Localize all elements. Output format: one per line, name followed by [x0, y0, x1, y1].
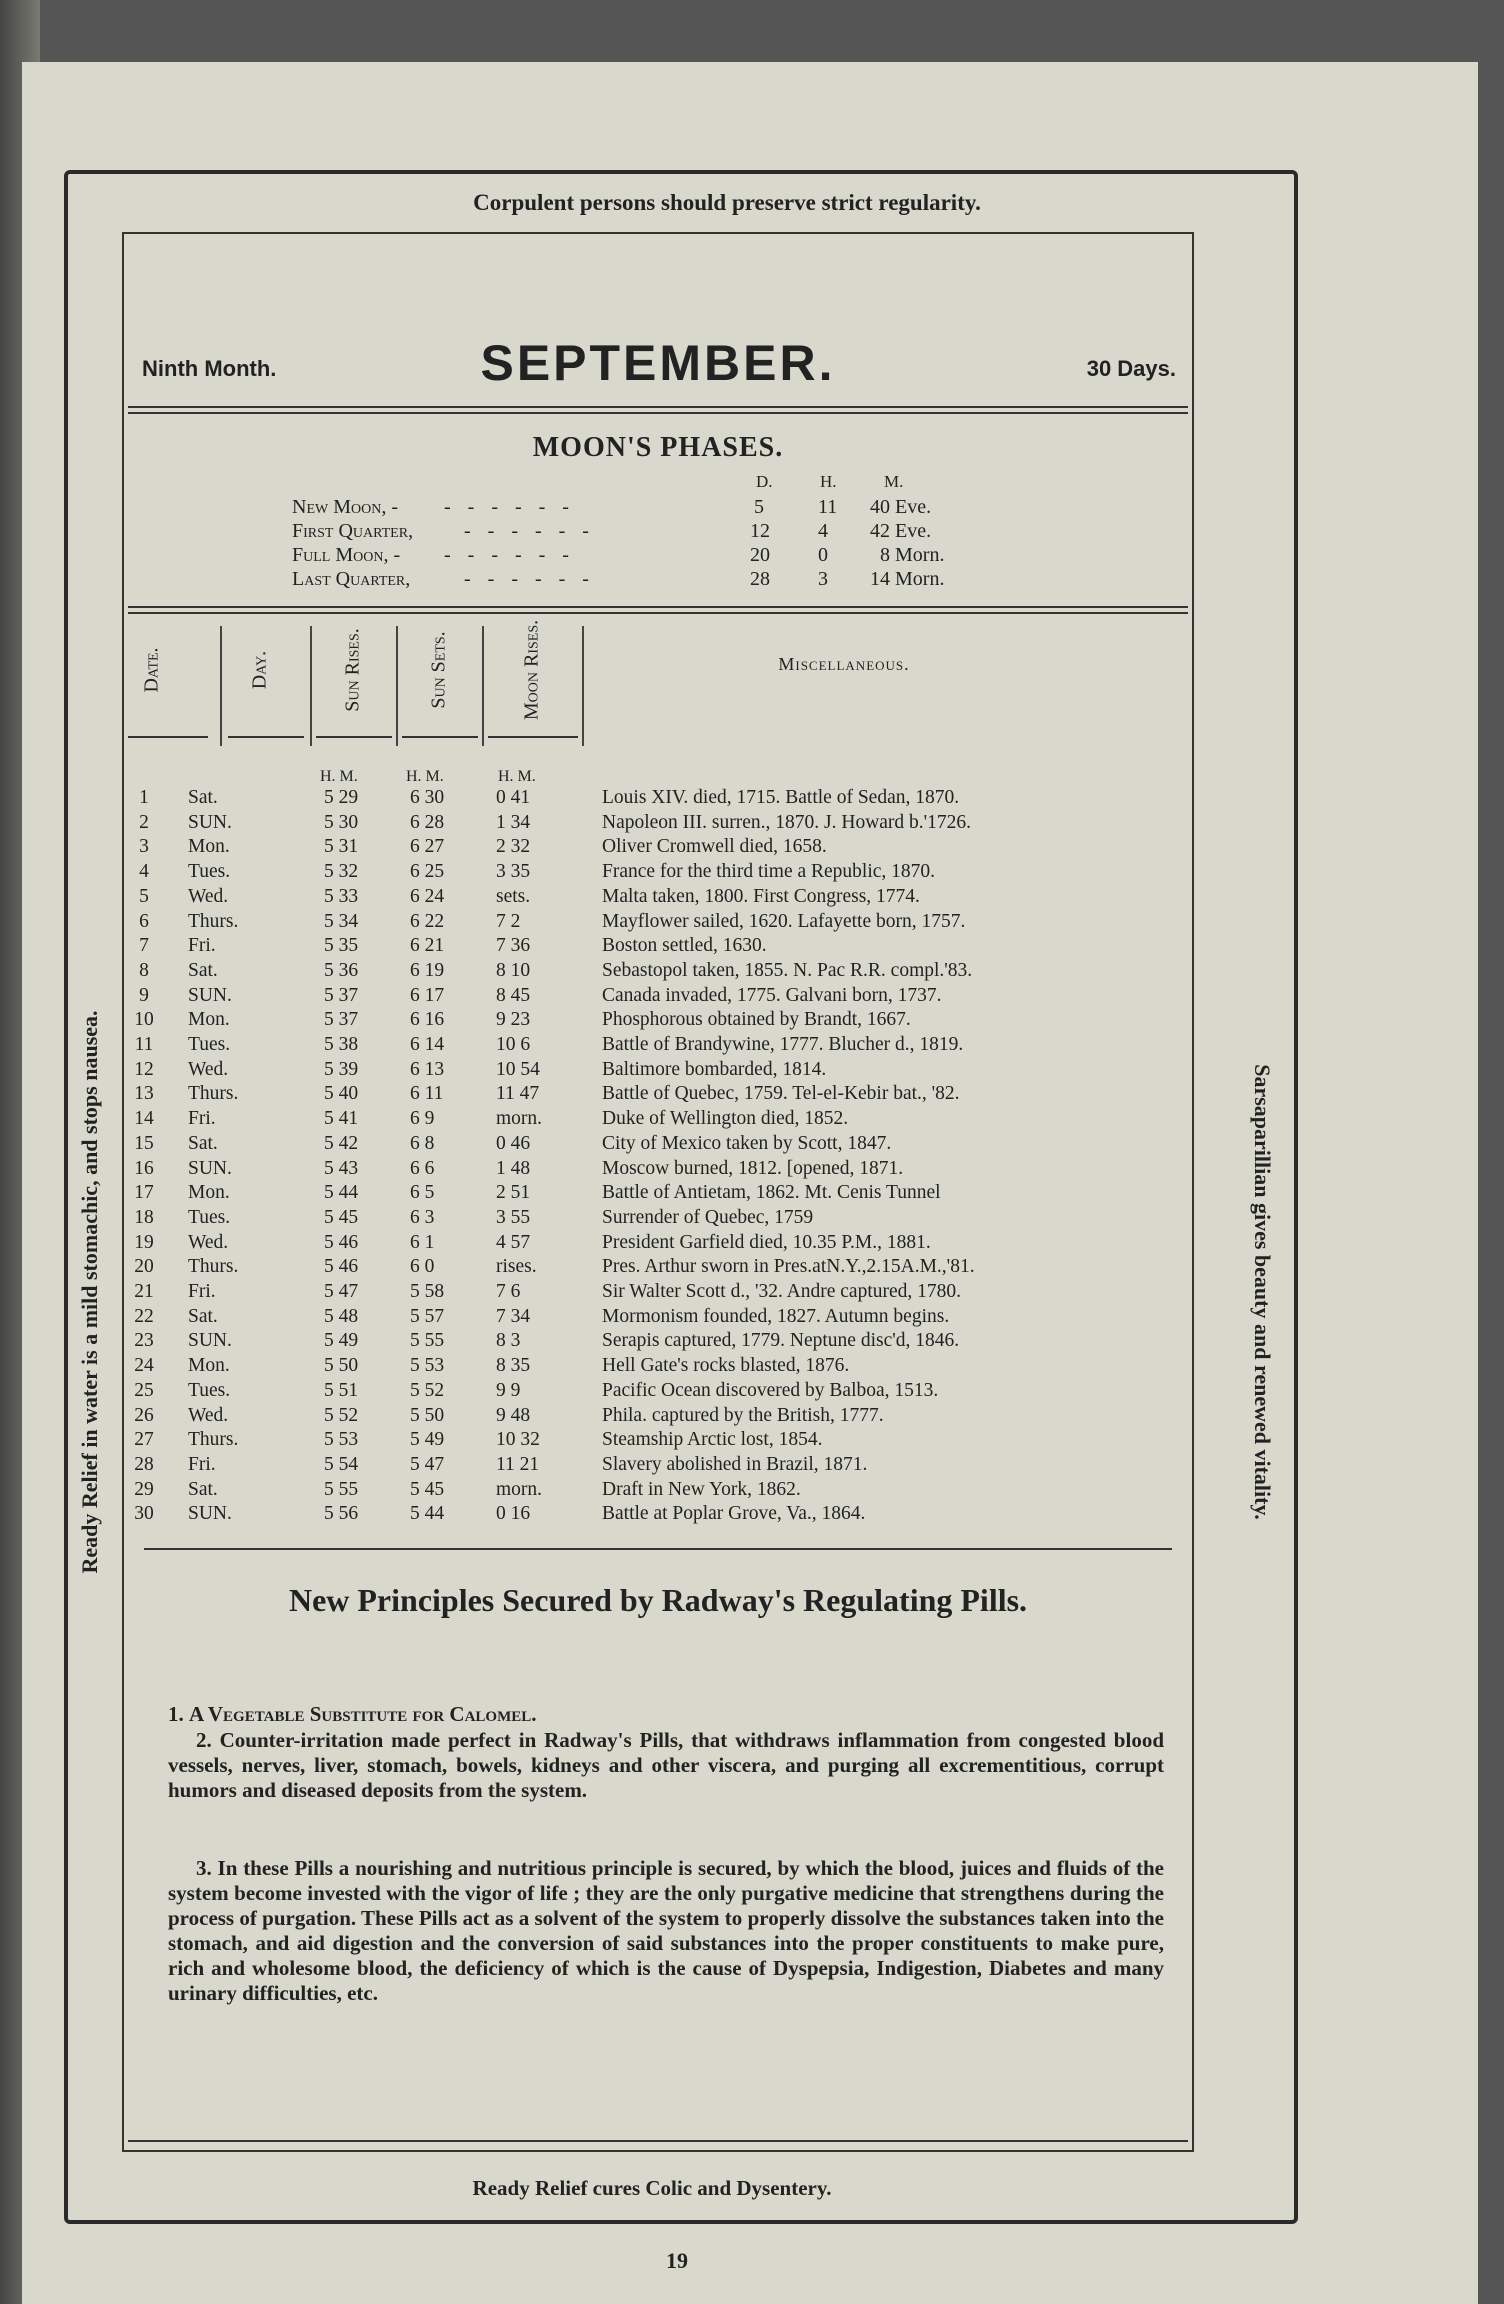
sun-set-cell: 6 28 — [410, 811, 445, 833]
phase-day: 28 — [750, 568, 770, 590]
sun-set-cell: 6 24 — [410, 885, 445, 907]
date-cell: 7 — [139, 935, 149, 957]
day-cell: Fri. — [188, 1108, 216, 1130]
misc-cell: Malta taken, 1800. First Congress, 1774. — [602, 885, 920, 907]
misc-cell: Surrender of Quebec, 1759 — [602, 1206, 814, 1228]
sun-set-cell: 6 25 — [410, 861, 445, 883]
moon-rise-cell: 8 35 — [496, 1355, 531, 1377]
date-cell: 24 — [134, 1355, 154, 1377]
phase-name: First Quarter, — [292, 520, 414, 542]
column-rule — [396, 626, 398, 746]
day-cell: SUN. — [188, 1330, 232, 1352]
sun-rise-cell: 5 55 — [324, 1478, 359, 1500]
almanac-page — [22, 62, 1478, 2304]
misc-cell: Battle of Quebec, 1759. Tel-el-Kebir bat., '82. — [602, 1083, 960, 1105]
sun-rise-cell: 5 43 — [324, 1157, 359, 1179]
divider — [128, 606, 1188, 608]
date-cell: 12 — [134, 1058, 154, 1080]
phase-dots: - - - - - - — [444, 496, 575, 518]
date-cell: 18 — [134, 1206, 154, 1228]
moon-rise-cell: 7 36 — [496, 935, 531, 957]
sun-set-cell: 5 45 — [410, 1478, 445, 1500]
divider — [128, 2140, 1188, 2142]
date-cell: 5 — [139, 885, 149, 907]
calendar-row — [124, 1157, 1192, 1181]
day-cell: Fri. — [188, 1453, 216, 1475]
calendar-row — [124, 1033, 1192, 1057]
month-title: SEPTEMBER. — [480, 335, 836, 391]
date-cell: 21 — [134, 1281, 154, 1302]
day-cell: Sat. — [188, 787, 218, 808]
misc-cell: Slavery abolished in Brazil, 1871. — [602, 1453, 868, 1475]
sun-rise-cell: 5 30 — [324, 811, 359, 833]
sun-rise-cell: 5 31 — [324, 836, 359, 858]
moon-rise-cell: rises. — [496, 1256, 537, 1278]
phase-day: 5 — [754, 496, 764, 518]
date-cell: 6 — [139, 910, 149, 932]
calendar-row — [124, 786, 1192, 810]
sun-set-cell: 6 16 — [410, 1009, 445, 1031]
moon-phase-row — [124, 544, 1192, 568]
divider — [488, 736, 578, 738]
date-cell: 2 — [139, 811, 149, 833]
sun-set-cell: 6 27 — [410, 836, 445, 858]
misc-cell: Battle at Poplar Grove, Va., 1864. — [602, 1503, 866, 1525]
sun-rise-cell: 5 45 — [324, 1206, 359, 1228]
misc-cell: Battle of Brandywine, 1777. Blucher d., 1819. — [602, 1034, 964, 1055]
divider — [144, 1548, 1172, 1550]
phase-dots: - - - - - - — [464, 520, 595, 542]
misc-cell: Oliver Cromwell died, 1658. — [602, 836, 827, 858]
misc-cell: President Garfield died, 10.35 P.M., 1881. — [602, 1231, 931, 1253]
sun-rise-cell: 5 54 — [324, 1453, 359, 1475]
date-cell: 26 — [134, 1404, 154, 1426]
bottom-note: Ready Relief cures Colic and Dysentery. — [472, 2176, 832, 2200]
divider — [402, 736, 478, 738]
day-cell: Sat. — [188, 1305, 218, 1327]
divider — [128, 736, 208, 738]
misc-cell: Draft in New York, 1862. — [602, 1478, 801, 1500]
day-cell: Thurs. — [188, 1256, 239, 1278]
day-cell: SUN. — [188, 811, 232, 833]
misc-cell: Battle of Antietam, 1862. Mt. Cenis Tunnel — [602, 1182, 941, 1204]
calendar-row — [124, 1280, 1192, 1304]
phase-header-d: D. — [756, 472, 773, 491]
divider — [128, 612, 1188, 614]
calendar-row — [124, 835, 1192, 859]
sun-rise-cell: 5 48 — [324, 1305, 359, 1327]
moon-rise-cell: 11 21 — [496, 1453, 540, 1475]
calendar-row — [124, 1453, 1192, 1477]
calendar-row — [124, 910, 1192, 934]
day-cell: Mon. — [188, 1355, 230, 1377]
date-cell: 3 — [139, 836, 149, 858]
date-cell: 25 — [134, 1379, 154, 1401]
sun-rise-cell: 5 53 — [324, 1429, 359, 1451]
sun-rise-cell: 5 36 — [324, 959, 359, 981]
day-cell: Mon. — [188, 836, 230, 858]
calendar-row — [124, 860, 1192, 884]
calendar-row — [124, 1404, 1192, 1428]
day-cell: Tues. — [188, 861, 231, 883]
principle-3: 3. In these Pills a nourishing and nutritious principle is secured, by which the blood, juices and fluids of the system become invested with the vigor of life ; they are the only purgative medicine that strengthens during the process of purgation. These Pills act as a solvent of the system to properly dissolve the substances taken into the stomach, and aid digestion and the conversion of said substances into the proper constituents to make pure, rich and wholesome blood, the deficiency of which is the cause of Dyspepsia, Indigestion, Diabetes and many urinary difficulties, etc. — [168, 1856, 1164, 2005]
column-rule — [582, 626, 584, 746]
sun-set-cell: 6 0 — [410, 1256, 435, 1278]
phase-hour: 4 — [818, 520, 828, 542]
misc-cell: Phosphorous obtained by Brandt, 1667. — [602, 1009, 911, 1031]
moon-rise-cell: 8 3 — [496, 1330, 521, 1352]
sun-set-cell: 6 22 — [410, 910, 445, 932]
sun-set-cell: 6 30 — [410, 787, 445, 808]
sun-set-cell: 5 44 — [410, 1503, 445, 1525]
column-rule — [220, 626, 222, 746]
date-cell: 10 — [134, 1009, 154, 1031]
sun-set-cell: 5 50 — [410, 1404, 445, 1426]
page-number: 19 — [666, 2248, 688, 2273]
phase-name: Full Moon, - — [292, 544, 401, 566]
sun-set-cell: 5 53 — [410, 1355, 445, 1377]
month-ordinal: Ninth Month. — [142, 356, 277, 381]
day-cell: Thurs. — [188, 1429, 239, 1451]
misc-cell: Pres. Arthur sworn in Pres.atN.Y.,2.15A.M.,'81. — [602, 1256, 975, 1278]
moon-rise-cell: 2 51 — [496, 1182, 531, 1204]
phase-day: 12 — [750, 520, 770, 542]
misc-cell: Moscow burned, 1812. [opened, 1871. — [602, 1157, 904, 1179]
hm-label-moon: H. M. — [498, 768, 536, 785]
day-cell: Sat. — [188, 1132, 218, 1154]
phase-dots: - - - - - - — [444, 544, 575, 566]
date-cell: 13 — [134, 1083, 154, 1105]
sun-set-cell: 6 13 — [410, 1058, 445, 1080]
moon-rise-cell: 0 16 — [496, 1503, 531, 1525]
moon-rise-cell: 3 55 — [496, 1206, 531, 1228]
day-cell: SUN. — [188, 1157, 232, 1179]
misc-cell: Serapis captured, 1779. Neptune disc'd, 1846. — [602, 1330, 960, 1352]
day-cell: Thurs. — [188, 910, 239, 932]
sun-set-cell: 6 17 — [410, 984, 445, 1006]
misc-cell: Louis XIV. died, 1715. Battle of Sedan, 1870. — [602, 787, 960, 808]
moon-rise-cell: morn. — [496, 1108, 543, 1130]
sun-set-cell: 6 9 — [410, 1108, 435, 1130]
divider — [316, 736, 392, 738]
phase-hour: 11 — [818, 496, 838, 518]
phase-dots: - - - - - - — [464, 568, 595, 590]
phase-name: New Moon, - — [292, 496, 398, 518]
sun-set-cell: 5 52 — [410, 1379, 445, 1401]
date-cell: 14 — [134, 1108, 154, 1130]
misc-cell: Steamship Arctic lost, 1854. — [602, 1429, 823, 1451]
sun-rise-cell: 5 32 — [324, 861, 359, 883]
principle-1 — [168, 1702, 1164, 1727]
moon-rise-cell: 1 48 — [496, 1157, 531, 1179]
sun-set-cell: 6 3 — [410, 1206, 435, 1228]
calendar-row — [124, 959, 1192, 983]
calendar-row — [124, 1231, 1192, 1255]
sun-rise-cell: 5 56 — [324, 1503, 359, 1525]
col-header-date: Date. — [140, 647, 163, 693]
days-count: 30 Days. — [1086, 356, 1176, 381]
date-cell: 17 — [134, 1182, 154, 1204]
date-cell: 15 — [134, 1132, 154, 1154]
principle-2: 2. Counter-irritation made perfect in Radway's Pills, that withdraws inflammation from congested blood vessels, nerves, liver, stomach, bowels, kidneys and other viscera, and purging all excrementitious, corrupt humors and diseased deposits from the system. — [168, 1728, 1164, 1802]
calendar-row — [124, 1255, 1192, 1279]
sun-rise-cell: 5 41 — [324, 1108, 359, 1130]
phase-minute: 42 Eve. — [870, 520, 932, 542]
sun-rise-cell: 5 35 — [324, 935, 359, 957]
divider — [228, 736, 304, 738]
day-cell: Mon. — [188, 1009, 230, 1031]
day-cell: Tues. — [188, 1379, 231, 1401]
moon-phase-row — [124, 496, 1192, 520]
col-header-sun-sets: Sun Sets. — [427, 631, 450, 709]
phase-header-m: M. — [884, 472, 904, 491]
day-cell: Sat. — [188, 1478, 218, 1500]
moon-rise-cell: 9 23 — [496, 1009, 531, 1031]
calendar-row — [124, 1107, 1192, 1131]
calendar-row — [124, 1132, 1192, 1156]
date-cell: 9 — [139, 984, 149, 1006]
sun-set-cell: 6 1 — [410, 1231, 435, 1253]
col-header-misc: Miscellaneous. — [778, 654, 910, 674]
date-cell: 30 — [134, 1503, 154, 1525]
calendar-row — [124, 1379, 1192, 1403]
phase-minute: 8 Morn. — [880, 544, 945, 566]
day-cell: Fri. — [188, 1281, 216, 1302]
moon-rise-cell: 1 34 — [496, 811, 531, 833]
day-cell: Wed. — [188, 1404, 229, 1426]
divider — [128, 406, 1188, 408]
sun-set-cell: 5 58 — [410, 1281, 445, 1302]
calendar-row — [124, 934, 1192, 958]
hm-label-rise: H. M. — [320, 768, 358, 785]
misc-cell: Duke of Wellington died, 1852. — [602, 1108, 849, 1130]
sun-set-cell: 6 6 — [410, 1157, 435, 1179]
calendar-box — [122, 232, 1194, 2152]
date-cell: 8 — [139, 959, 149, 981]
date-cell: 4 — [139, 861, 149, 883]
principle-1-number: 1. — [168, 1702, 184, 1726]
phase-header-h: H. — [820, 472, 837, 491]
calendar-row — [124, 1206, 1192, 1230]
moon-rise-cell: 9 48 — [496, 1404, 531, 1426]
sun-rise-cell: 5 49 — [324, 1330, 359, 1352]
day-cell: Fri. — [188, 935, 216, 957]
calendar-row — [124, 984, 1192, 1008]
moon-rise-cell: 7 2 — [496, 910, 521, 932]
sun-rise-cell: 5 47 — [324, 1281, 359, 1302]
phase-hour: 3 — [818, 568, 828, 590]
misc-cell: Napoleon III. surren., 1870. J. Howard b.'1726. — [602, 811, 972, 833]
moon-rise-cell: 3 35 — [496, 861, 531, 883]
sun-set-cell: 6 11 — [410, 1083, 444, 1105]
moon-rise-cell: 7 6 — [496, 1281, 521, 1302]
date-cell: 29 — [134, 1478, 154, 1500]
moon-rise-cell: 10 32 — [496, 1429, 540, 1451]
moon-phase-row — [124, 568, 1192, 592]
calendar-row — [124, 1478, 1192, 1502]
phase-day: 20 — [750, 544, 770, 566]
day-cell: Wed. — [188, 1231, 229, 1253]
date-cell: 22 — [134, 1305, 154, 1327]
moon-rise-cell: 8 10 — [496, 959, 531, 981]
calendar-row — [124, 1305, 1192, 1329]
misc-cell: Hell Gate's rocks blasted, 1876. — [602, 1355, 850, 1377]
date-cell: 1 — [139, 787, 149, 808]
day-cell: Tues. — [188, 1034, 231, 1055]
day-cell: Thurs. — [188, 1083, 239, 1105]
sun-rise-cell: 5 33 — [324, 885, 359, 907]
sun-rise-cell: 5 44 — [324, 1182, 359, 1204]
misc-cell: Phila. captured by the British, 1777. — [602, 1404, 884, 1426]
moon-phase-row — [124, 520, 1192, 544]
date-cell: 11 — [134, 1034, 154, 1055]
sun-set-cell: 5 47 — [410, 1453, 445, 1475]
moon-rise-cell: 0 41 — [496, 787, 531, 808]
calendar-row — [124, 1502, 1192, 1526]
day-cell: Wed. — [188, 885, 229, 907]
phase-minute: 14 Morn. — [870, 568, 945, 590]
principles-title: New Principles Secured by Radway's Regulating Pills. — [288, 1582, 1028, 1618]
sun-set-cell: 6 21 — [410, 935, 445, 957]
sun-set-cell: 6 5 — [410, 1182, 435, 1204]
column-rule — [310, 626, 312, 746]
phase-minute: 40 Eve. — [870, 496, 932, 518]
moon-rise-cell: 7 34 — [496, 1305, 531, 1327]
sun-rise-cell: 5 40 — [324, 1083, 359, 1105]
misc-cell: Canada invaded, 1775. Galvani born, 1737. — [602, 984, 942, 1006]
day-cell: Mon. — [188, 1182, 230, 1204]
sun-set-cell: 6 8 — [410, 1132, 435, 1154]
sun-rise-cell: 5 39 — [324, 1058, 359, 1080]
phase-hour: 0 — [818, 544, 828, 566]
misc-cell: City of Mexico taken by Scott, 1847. — [602, 1132, 892, 1154]
top-note: Corpulent persons should preserve strict regularity. — [473, 190, 981, 215]
moon-phases-title: MOON'S PHASES. — [532, 432, 784, 463]
date-cell: 20 — [134, 1256, 154, 1278]
sun-rise-cell: 5 37 — [324, 1009, 359, 1031]
divider — [128, 412, 1188, 414]
misc-cell: Sir Walter Scott d., '32. Andre captured, 1780. — [602, 1281, 962, 1302]
side-note-left: Ready Relief in water is a mild stomachic, and stops nausea. — [77, 1010, 102, 1574]
misc-cell: Boston settled, 1630. — [602, 935, 767, 957]
misc-cell: Mayflower sailed, 1620. Lafayette born, 1757. — [602, 910, 966, 932]
col-header-day: Day. — [248, 650, 271, 690]
calendar-row — [124, 1058, 1192, 1082]
date-cell: 19 — [134, 1231, 154, 1253]
sun-set-cell: 6 19 — [410, 959, 445, 981]
date-cell: 28 — [134, 1453, 154, 1475]
side-note-right: Sarsaparillian gives beauty and renewed vitality. — [1250, 1064, 1275, 1520]
calendar-row — [124, 1082, 1192, 1106]
moon-rise-cell: 10 6 — [496, 1034, 531, 1055]
calendar-row — [124, 1181, 1192, 1205]
sun-rise-cell: 5 51 — [324, 1379, 359, 1401]
sun-set-cell: 5 57 — [410, 1305, 445, 1327]
calendar-row — [124, 811, 1192, 835]
principle-1-text: A Vegetable Substitute for Calomel. — [189, 1702, 537, 1726]
sun-rise-cell: 5 52 — [324, 1404, 359, 1426]
hm-label-set: H. M. — [406, 768, 444, 785]
sun-rise-cell: 5 46 — [324, 1231, 359, 1253]
calendar-row — [124, 1354, 1192, 1378]
day-cell: SUN. — [188, 984, 232, 1006]
sun-rise-cell: 5 46 — [324, 1256, 359, 1278]
sun-rise-cell: 5 38 — [324, 1034, 359, 1055]
misc-cell: France for the third time a Republic, 1870. — [602, 861, 936, 883]
moon-rise-cell: 2 32 — [496, 836, 531, 858]
sun-rise-cell: 5 50 — [324, 1355, 359, 1377]
moon-rise-cell: 11 47 — [496, 1083, 540, 1105]
day-cell: Wed. — [188, 1058, 229, 1080]
date-cell: 16 — [134, 1157, 154, 1179]
date-cell: 23 — [134, 1330, 154, 1352]
day-cell: Tues. — [188, 1206, 231, 1228]
calendar-row — [124, 885, 1192, 909]
misc-cell: Mormonism founded, 1827. Autumn begins. — [602, 1305, 950, 1327]
calendar-row — [124, 1008, 1192, 1032]
calendar-row — [124, 1329, 1192, 1353]
sun-rise-cell: 5 29 — [324, 787, 359, 808]
sun-set-cell: 6 14 — [410, 1034, 445, 1055]
moon-rise-cell: 10 54 — [496, 1058, 540, 1080]
misc-cell: Sebastopol taken, 1855. N. Pac R.R. compl.'83. — [602, 959, 973, 981]
moon-rise-cell: morn. — [496, 1478, 543, 1500]
calendar-row — [124, 1428, 1192, 1452]
moon-rise-cell: 0 46 — [496, 1132, 531, 1154]
moon-rise-cell: sets. — [496, 885, 531, 907]
moon-rise-cell: 4 57 — [496, 1231, 531, 1253]
col-header-sun-rises: Sun Rises. — [341, 628, 364, 712]
sun-rise-cell: 5 37 — [324, 984, 359, 1006]
date-cell: 27 — [134, 1429, 154, 1451]
phase-name: Last Quarter, — [292, 568, 411, 590]
moon-rise-cell: 8 45 — [496, 984, 531, 1006]
moon-rise-cell: 9 9 — [496, 1379, 521, 1401]
misc-cell: Pacific Ocean discovered by Balboa, 1513. — [602, 1379, 939, 1401]
sun-set-cell: 5 49 — [410, 1429, 445, 1451]
col-header-moon-rises: Moon Rises. — [520, 619, 543, 721]
day-cell: SUN. — [188, 1503, 232, 1525]
sun-rise-cell: 5 34 — [324, 910, 359, 932]
sun-set-cell: 5 55 — [410, 1330, 445, 1352]
column-rule — [482, 626, 484, 746]
day-cell: Sat. — [188, 959, 218, 981]
sun-rise-cell: 5 42 — [324, 1132, 359, 1154]
misc-cell: Baltimore bombarded, 1814. — [602, 1058, 827, 1080]
